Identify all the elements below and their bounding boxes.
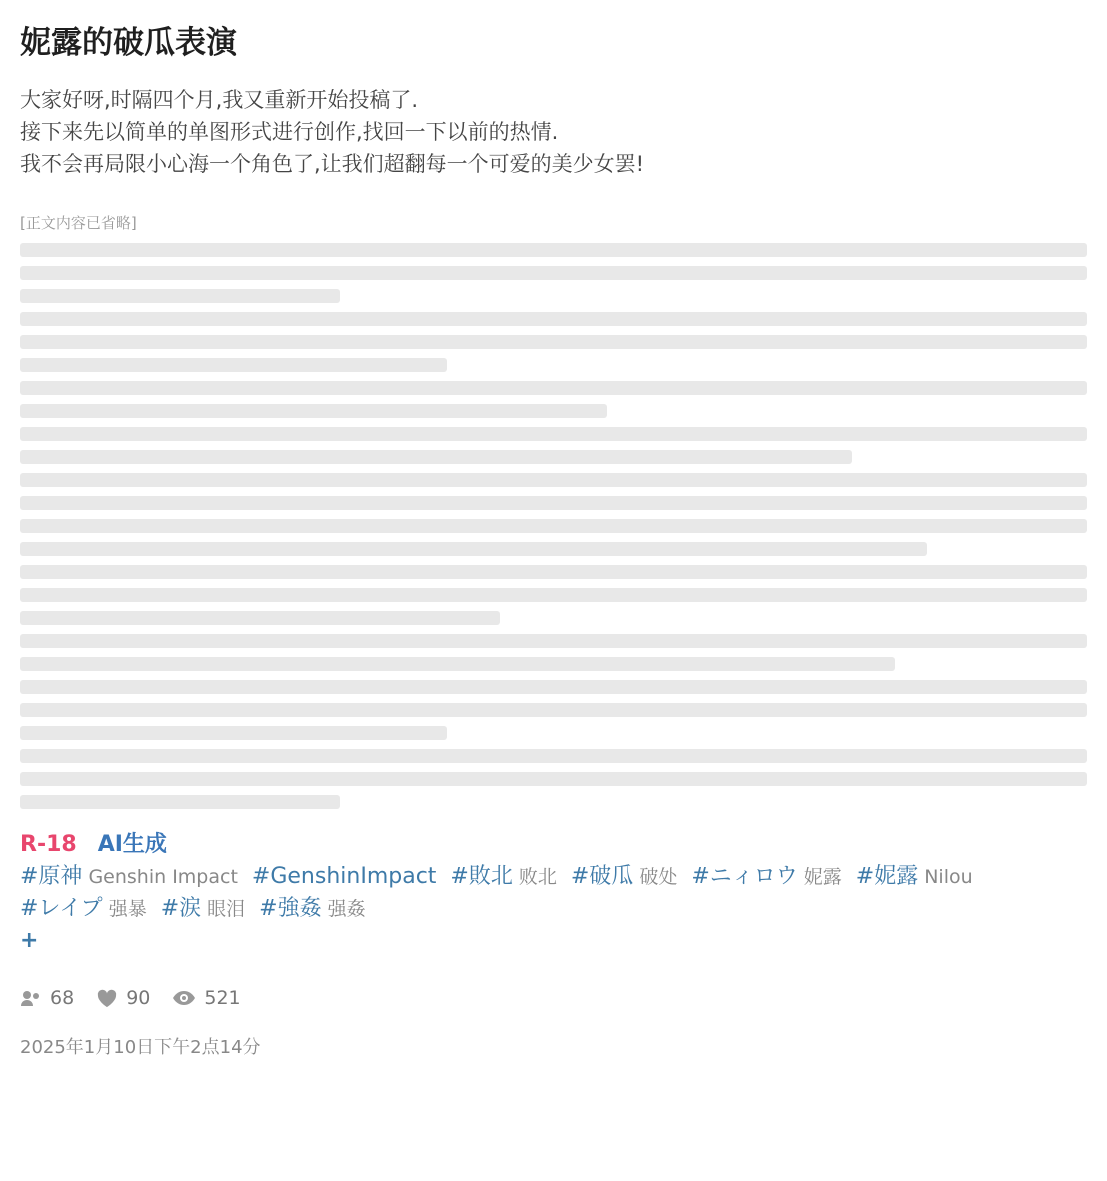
like-count: 90 [96, 987, 150, 1009]
tag-translation[interactable]: Genshin Impact [88, 866, 238, 888]
tag-link[interactable]: #妮露 [855, 864, 919, 889]
text-placeholder [20, 289, 340, 303]
tag-item[interactable] [259, 893, 365, 925]
tag-translation[interactable]: Nilou [924, 866, 973, 888]
tag-translation[interactable]: 破处 [639, 866, 678, 888]
text-placeholder [20, 726, 447, 740]
tag-item[interactable] [571, 861, 677, 893]
text-placeholder [20, 588, 1087, 602]
tag-translation[interactable]: 强姦 [327, 898, 366, 920]
intro-line: 大家好呀,时隔四个月,我又重新开始投稿了. [20, 88, 419, 112]
tag-link[interactable]: #強姦 [259, 896, 322, 921]
tag-item[interactable] [20, 893, 147, 925]
text-placeholder [20, 450, 852, 464]
description-body [20, 212, 1087, 809]
text-placeholder [20, 381, 1087, 395]
text-placeholder [20, 473, 1087, 487]
text-placeholder [20, 496, 1087, 510]
tag-item[interactable] [450, 861, 556, 893]
post-date: 2025年1月10日下午2点14分 [20, 1037, 261, 1058]
text-placeholder [20, 335, 1087, 349]
text-placeholder [20, 542, 927, 556]
view-count: 521 [172, 987, 240, 1009]
omitted-note: [正文内容已省略] [20, 214, 137, 232]
tag-translation[interactable]: 眼泪 [207, 898, 246, 920]
tag-link[interactable]: #ニィロウ [691, 864, 798, 889]
text-placeholder [20, 657, 895, 671]
tag-translation[interactable]: 妮露 [803, 866, 842, 888]
tag-link[interactable]: #涙 [160, 896, 202, 921]
intro-line: 我不会再局限小心海一个角色了,让我们超翻每一个可爱的美少女罢! [20, 152, 645, 176]
bookmark-count: 68 [20, 987, 74, 1009]
tag-link[interactable]: #破瓜 [570, 864, 634, 889]
text-placeholder [20, 611, 500, 625]
tag-item[interactable] [691, 861, 841, 893]
text-placeholder [20, 772, 1087, 786]
text-placeholder [20, 358, 447, 372]
heart-icon [96, 988, 118, 1008]
text-placeholder [20, 404, 607, 418]
stats [20, 987, 1087, 1009]
description-intro [20, 84, 1087, 180]
intro-line: 接下来先以简单的单图形式进行创作,找回一下以前的热情. [20, 120, 559, 144]
tag-item[interactable] [20, 861, 238, 893]
tag-list [20, 829, 1087, 957]
bookmark-users-icon [20, 989, 42, 1007]
text-placeholder [20, 749, 1087, 763]
tag-ai-generated[interactable]: AI生成 [97, 832, 167, 857]
text-placeholder [20, 703, 1087, 717]
tag-item[interactable] [161, 893, 245, 925]
text-placeholder [20, 312, 1087, 326]
text-placeholder [20, 680, 1087, 694]
tag-link[interactable]: #原神 [20, 864, 83, 889]
tag-item[interactable] [856, 861, 973, 893]
tag-link[interactable]: #レイプ [20, 896, 103, 921]
tag-translation[interactable]: 强暴 [108, 898, 147, 920]
text-placeholder [20, 634, 1087, 648]
tag-link[interactable]: #GenshinImpact [251, 864, 437, 889]
tag-link[interactable]: #敗北 [450, 864, 513, 889]
text-placeholder [20, 427, 1087, 441]
text-placeholder [20, 519, 1087, 533]
text-placeholder [20, 795, 340, 809]
eye-icon [172, 990, 196, 1006]
text-placeholder [20, 243, 1087, 257]
tag-r18[interactable]: R-18 [20, 832, 77, 857]
tag-translation[interactable]: 败北 [518, 866, 557, 888]
text-placeholder [20, 565, 1087, 579]
text-placeholder [20, 266, 1087, 280]
tag-item[interactable] [252, 861, 437, 893]
page-title: 妮露的破瓜表演 [20, 25, 237, 61]
add-tag-button[interactable]: + [20, 928, 39, 953]
